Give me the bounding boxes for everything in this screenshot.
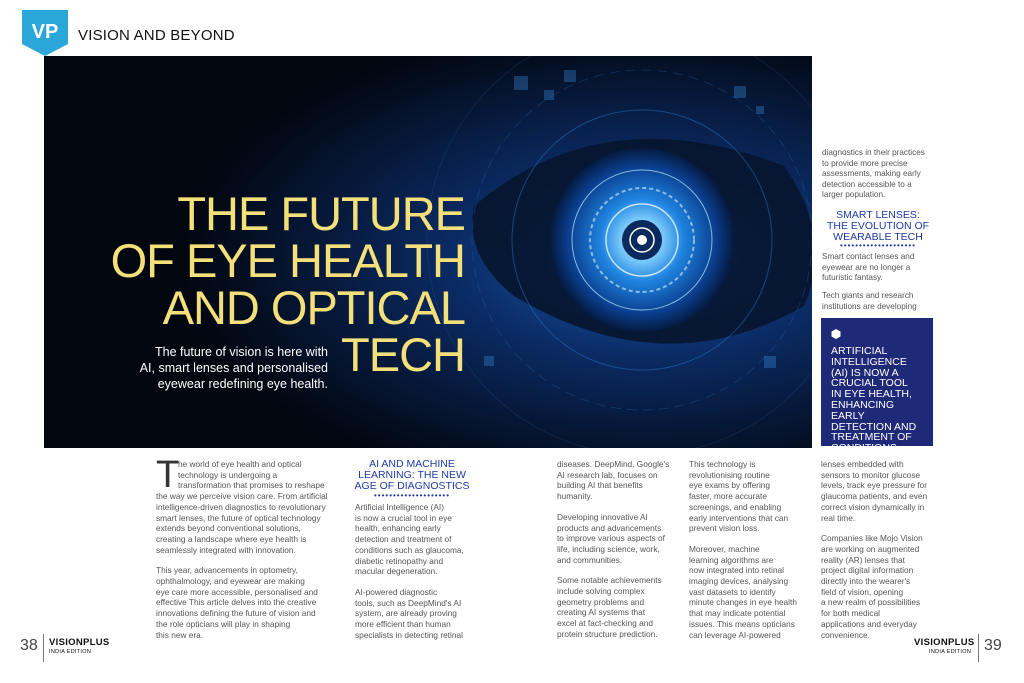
heading-line: AGE OF DIAGNOSTICS: [354, 480, 470, 492]
quote-line: EARLY: [831, 409, 865, 422]
text-line: life, including science, work,: [557, 543, 660, 554]
text-line: faster, more accurate: [689, 491, 767, 502]
text-line: specialists in detecting retinal: [355, 629, 463, 640]
text-line: creating a landscape where eye health is: [156, 533, 307, 544]
footer-edition-right: INDIA EDITION: [929, 649, 972, 655]
smart-lenses-heading: [822, 210, 934, 243]
subhead-line: eyewear redefining eye health.: [157, 377, 328, 391]
text-line: the way we perceive vision care. From artificial: [156, 491, 328, 502]
text-line: reality (AR) lenses that: [821, 554, 905, 565]
text-line: technology is undergoing a: [178, 469, 278, 480]
quote-line: CRUCIAL TOOL: [831, 377, 908, 390]
paragraph: [355, 587, 480, 641]
heading-line: THE EVOLUTION OF: [826, 220, 930, 232]
text-line: humanity.: [557, 491, 593, 502]
footer-brand-left: VISIONPLUS: [49, 637, 110, 648]
quote-line: CONDITIONS...: [831, 442, 906, 455]
text-line: building AI that benefits: [557, 480, 643, 491]
paragraph: [821, 459, 946, 523]
text-line: revolutionising routine: [689, 469, 770, 480]
paragraph: [821, 533, 946, 640]
text-line: ophthalmology, and eyewear are making: [156, 576, 305, 587]
paragraph: [557, 459, 682, 502]
text-line: minute changes in eye health: [689, 597, 797, 608]
text-line: learning algorithms are: [689, 554, 774, 565]
text-line: health, enhancing early: [355, 523, 441, 534]
section-title: VISION AND BEYOND: [78, 27, 235, 44]
heading-line: LEARNING: THE NEW: [358, 469, 466, 481]
text-line: directly into the wearer's: [821, 576, 911, 587]
text-line: diabetic retinopathy and: [355, 555, 444, 566]
right-intro: [822, 148, 942, 201]
vp-logo: [22, 10, 68, 56]
text-line: detection and treatment of: [355, 534, 452, 545]
column-2: [355, 502, 480, 650]
heading-line: SMART LENSES:: [836, 209, 920, 221]
heading-line: WEARABLE TECH: [833, 231, 923, 243]
footer-divider: [43, 634, 44, 662]
heading-line: AI AND MACHINE: [369, 458, 455, 470]
text-line: excel at fact-checking and: [557, 618, 653, 629]
text-line: applications and everyday: [821, 618, 917, 629]
quote-line: INTELLIGENCE: [831, 355, 907, 368]
paragraph: [557, 575, 682, 639]
text-line: diseases. DeepMind, Google's: [557, 459, 670, 469]
right-para-1: [822, 252, 942, 284]
text-line: AI-powered diagnostic: [355, 586, 438, 597]
text-line: levels, track eye pressure for: [821, 480, 928, 491]
text-line: Companies like Mojo Vision: [821, 533, 923, 544]
text-line: geometry problems and: [557, 596, 645, 607]
text-line: transformation that promises to reshape: [178, 480, 325, 491]
text-line: Artificial Intelligence (AI): [355, 502, 444, 512]
pull-quote: [821, 318, 933, 455]
right-page-number: 39: [984, 637, 1002, 654]
quote-line: (AI) IS NOW A: [831, 366, 899, 379]
text-line: are working on augmented: [821, 543, 920, 554]
paragraph: [355, 502, 480, 577]
column-1: [156, 454, 341, 650]
footer-edition-left: INDIA EDITION: [49, 649, 92, 655]
text-line: diagnostics in their practices: [822, 148, 925, 157]
subhead-line: The future of vision is here with: [155, 345, 328, 359]
paragraph: [156, 565, 341, 640]
text-line: Smart contact lenses and: [822, 252, 915, 261]
subhead-line: AI, smart lenses and personalised: [139, 361, 328, 375]
text-line: a new realm of possibilities: [821, 597, 921, 608]
paragraph: [557, 512, 682, 566]
text-line: larger population.: [822, 190, 886, 200]
text-line: assessments, making early: [822, 169, 921, 179]
quote-line: IN EYE HEALTH,: [831, 388, 912, 401]
text-line: effective This article delves into the creative: [156, 597, 317, 608]
text-line: detection accessible to a: [822, 179, 912, 189]
text-line: field of vision, opening: [821, 586, 904, 597]
text-line: eye care more accessible, personalised and: [156, 586, 318, 597]
text-line: macular degeneration.: [355, 566, 438, 577]
text-line: for both medical: [821, 608, 881, 619]
paragraph: [156, 454, 341, 555]
hexagon-icon: [831, 329, 841, 339]
text-line: project digital information: [821, 565, 914, 576]
text-line: this new era.: [156, 629, 204, 640]
text-line: institutions are developing: [822, 301, 917, 311]
quote-line: ENHANCING: [831, 398, 895, 411]
headline-line: THE FUTURE: [177, 187, 465, 240]
text-line: tools, such as DeepMind's AI: [355, 597, 462, 608]
text-line: Some notable achievements: [557, 575, 662, 586]
text-line: creating AI systems that: [557, 607, 646, 618]
text-line: early interventions that can: [689, 512, 789, 523]
text-line: can leverage AI-powered: [689, 629, 781, 640]
text-line: lenses embedded with: [821, 459, 904, 469]
text-line: innovations defining the future of vision and: [156, 608, 316, 619]
dotted-divider: ••••••••••••••••••••: [839, 242, 916, 250]
text-line: is now a crucial tool in eye: [355, 512, 452, 523]
column-3: [557, 459, 682, 650]
text-line: Moreover, machine: [689, 543, 760, 554]
quote-line: ARTIFICIAL: [831, 345, 888, 357]
text-line: that may indicate potential: [689, 608, 786, 619]
text-line: he world of eye health and optical: [178, 459, 302, 469]
text-line: imaging devices, analysing: [689, 576, 789, 587]
text-line: screenings, and enabling: [689, 501, 782, 512]
text-line: to provide more precise: [822, 158, 908, 168]
text-line: products and advancements: [557, 522, 662, 533]
text-line: extends beyond conventional solutions,: [156, 523, 301, 534]
text-line: intelligence-driven diagnostics to revolutionary: [156, 501, 326, 512]
text-line: conditions such as glaucoma,: [355, 544, 464, 555]
quote-line: DETECTION AND: [831, 420, 917, 433]
quote-line: TREATMENT OF: [831, 431, 912, 444]
text-line: futuristic fantasy.: [822, 273, 883, 283]
text-line: seamlessly integrated with innovation.: [156, 544, 296, 555]
headline-line: OF EYE HEALTH: [110, 234, 465, 287]
paragraph: [689, 544, 814, 640]
subheadline: [100, 344, 328, 392]
headline-line: TECH: [341, 328, 465, 381]
text-line: This year, advancements in optometry,: [156, 565, 298, 576]
column-5: [821, 459, 946, 650]
text-line: real time.: [821, 512, 856, 523]
text-line: sensors to monitor glucose: [821, 469, 921, 480]
headline-line: AND OPTICAL: [162, 281, 465, 334]
text-line: issues. This means opticians: [689, 618, 795, 629]
text-line: include solving complex: [557, 586, 645, 597]
text-line: convenience.: [821, 629, 870, 640]
text-line: This technology is: [689, 459, 756, 469]
text-line: and communities.: [557, 554, 623, 565]
text-line: protein structure prediction.: [557, 628, 658, 639]
paragraph: [689, 459, 814, 534]
column-4: [689, 459, 814, 650]
text-line: glaucoma patients, and even: [821, 491, 928, 502]
footer-brand-right: VISIONPLUS: [914, 637, 975, 648]
left-page-number: 38: [20, 637, 38, 654]
text-line: prevent vision loss.: [689, 523, 760, 534]
text-line: to improve various aspects of: [557, 533, 665, 544]
text-line: smart lenses, the future of optical technology: [156, 512, 321, 523]
text-line: Tech giants and research: [822, 291, 914, 300]
logo-text: VP: [31, 21, 59, 43]
drop-cap: T: [156, 454, 180, 496]
right-para-2: [822, 291, 942, 312]
text-line: correct vision dynamically in: [821, 501, 925, 512]
text-line: more efficient than human: [355, 619, 451, 630]
text-line: AI research lab, focuses on: [557, 469, 658, 480]
text-line: system, are already proving: [355, 608, 457, 619]
text-line: the role opticians will play in shaping: [156, 618, 291, 629]
text-line: vast datasets to identify: [689, 586, 776, 597]
dotted-divider: ••••••••••••••••••••: [373, 492, 450, 500]
text-line: eye exams by offering: [689, 480, 771, 491]
text-line: eyewear are no longer a: [822, 262, 911, 272]
text-line: Developing innovative AI: [557, 511, 648, 522]
ai-heading: [352, 459, 472, 492]
footer-divider: [978, 634, 979, 662]
text-line: now integrated into retinal: [689, 565, 785, 576]
